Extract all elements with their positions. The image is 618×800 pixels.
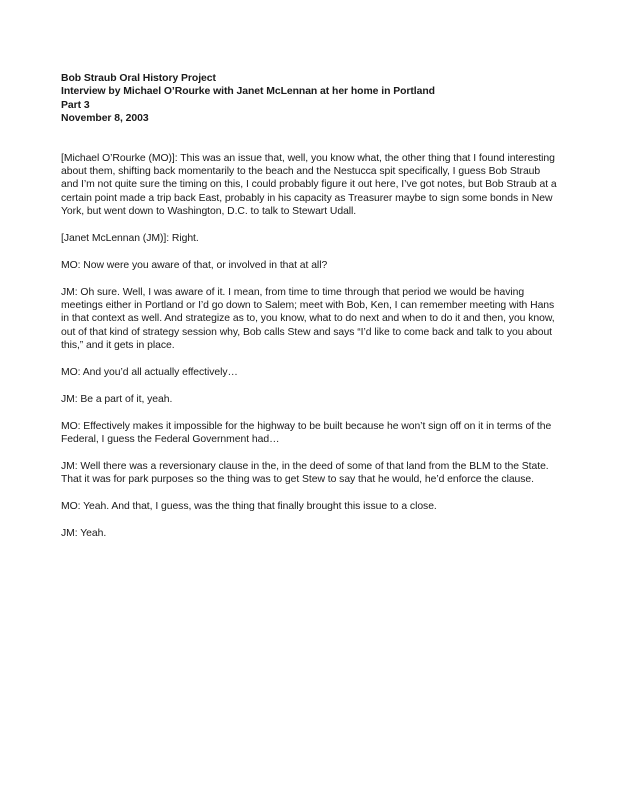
- transcript-paragraph: JM: Oh sure. Well, I was aware of it. I mean, from time to time through that period we would be having meetings either in Portland or I’d go down to Salem; meet with Bob, Ken, I can remember meeting with Hans in that context as well. And strategize as to, you know, what to do next and when to do it and then, you know, out of that kind of strategy session why, Bob calls Stew and says “I’d like to come back and talk to you about this,” and it gets in place.: [61, 286, 555, 352]
- transcript-paragraph: JM: Well there was a reversionary clause in the, in the deed of some of that land from the BLM to the State. That it was for park purposes so the thing was to get Stew to say that he would, he’d enforce the clause.: [61, 460, 549, 486]
- transcript-paragraph: [Janet McLennan (JM)]: Right.: [61, 233, 199, 245]
- transcript-paragraph: [Michael O’Rourke (MO)]: This was an issue that, well, you know what, the other thing that I found interesting about them, shifting back momentarily to the beach and the Nestucca spit specifically, I guess Bob Straub and I’m not quite sure the timing on this, I could probably figure it out here, I’ve got notes, but Bob Straub at a certain point made a trip back East, probably in his capacity as Treasurer maybe to sign some bonds in New York, but went down to Washington, D.C. to talk to Stewart Udall.: [61, 152, 557, 218]
- transcript-paragraph: MO: Yeah. And that, I guess, was the thing that finally brought this issue to a close.: [61, 501, 437, 513]
- transcript-paragraph: JM: Yeah.: [61, 527, 107, 539]
- document-date: November 8, 2003: [61, 113, 149, 125]
- document-header: [61, 72, 560, 126]
- transcript-content: [61, 72, 560, 554]
- transcript-paragraph: MO: And you’d all actually effectively…: [61, 367, 238, 379]
- document-subtitle: Interview by Michael O’Rourke with Janet McLennan at her home in Portland: [61, 86, 435, 98]
- document-part-label: Part 3: [61, 99, 90, 111]
- transcript-paragraph: MO: Now were you aware of that, or involved in that at all?: [61, 259, 328, 271]
- transcript-paragraph: MO: Effectively makes it impossible for the highway to be built because he won’t sign off on it in terms of the Federal, I guess the Federal Government had…: [61, 420, 552, 446]
- transcript-paragraph: JM: Be a part of it, yeah.: [61, 393, 173, 405]
- document-title: Bob Straub Oral History Project: [61, 73, 216, 84]
